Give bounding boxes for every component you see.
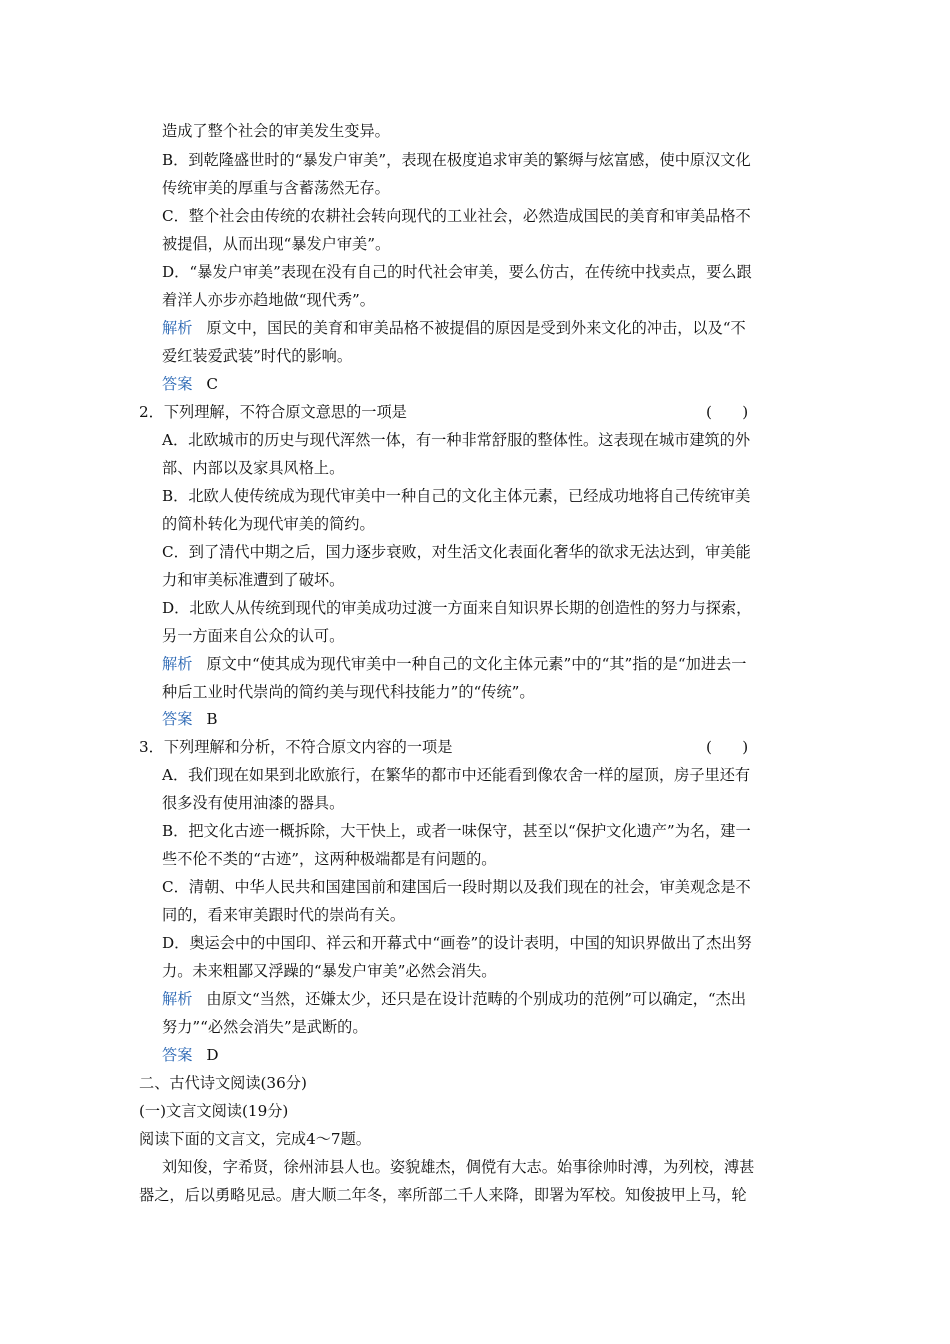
- q3-option-d-line2: 力。未来粗鄙又浮躁的“暴发户审美”必然会消失。: [162, 962, 497, 980]
- q2-option-d-line1: D．北欧人从传统到现代的审美成功过渡一方面来自知识界长期的创造性的努力与探索，: [162, 599, 752, 617]
- reading-instruction: 阅读下面的文言文，完成4～7题。: [139, 1130, 371, 1148]
- q3-answer-blank: ( ): [706, 738, 749, 756]
- q2-option-c-line1: C．到了清代中期之后，国力逐步衰败，对生活文化表面化奢华的欲求无法达到，审美能: [162, 543, 751, 561]
- q2-analysis-label: 解析: [162, 655, 193, 673]
- q2-option-a-line2: 部、内部以及家具风格上。: [162, 459, 345, 477]
- q3-option-b-line1: B．把文化古迹一概拆除，大干快上，或者一味保守，甚至以“保护文化遗产”为名，建一: [162, 822, 751, 840]
- q3-answer-value: D: [206, 1046, 219, 1064]
- q2-option-b-line2: 的简朴转化为现代审美的简约。: [162, 515, 375, 533]
- q2-option-c-line2: 力和审美标准遭到了破坏。: [162, 571, 345, 589]
- q2-analysis-text: 原文中“使其成为现代审美中一种自己的文化主体元素”中的“其”指的是“加进去一: [206, 655, 747, 673]
- q3-option-c-line2: 同的，看来审美跟时代的崇尚有关。: [162, 906, 405, 924]
- q2-option-a-line1: A．北欧城市的历史与现代浑然一体，有一种非常舒服的整体性。这表现在城市建筑的外: [162, 431, 751, 449]
- q3-answer-label: 答案: [162, 1046, 193, 1064]
- q1-option-b-line1: B．到乾隆盛世时的“暴发户审美”，表现在极度追求审美的繁缛与炫富感，使中原汉文化: [162, 151, 751, 169]
- q2-option-d-line2: 另一方面来自公众的认可。: [162, 627, 345, 645]
- q3-stem: 3．下列理解和分析，不符合原文内容的一项是: [139, 738, 453, 756]
- q3-analysis-label: 解析: [162, 990, 193, 1008]
- q1-option-a-continuation: 造成了整个社会的审美发生变异。: [162, 122, 390, 140]
- q3-option-c-line1: C．清朝、中华人民共和国建国前和建国后一段时期以及我们现在的社会，审美观念是不: [162, 878, 751, 896]
- q3-analysis-line2: 努力”“必然会消失”是武断的。: [162, 1018, 368, 1036]
- q1-analysis-label: 解析: [162, 319, 193, 337]
- q2-analysis-line2: 种后工业时代崇尚的简约美与现代科技能力”的“传统”。: [162, 683, 535, 701]
- q1-answer-label: 答案: [162, 375, 193, 393]
- q3-option-d-line1: D．奥运会中的中国印、祥云和开幕式中“画卷”的设计表明，中国的知识界做出了杰出努: [162, 934, 752, 952]
- q1-analysis-line2: 爱红装爱武装”时代的影响。: [162, 347, 353, 365]
- classical-text-line1: 刘知俊，字希贤，徐州沛县人也。姿貌雄杰，倜傥有大志。始事徐帅时溥，为列校，溥甚: [162, 1158, 755, 1176]
- q3-analysis-line1: [162, 989, 746, 1009]
- q2-answer-value: B: [206, 710, 218, 728]
- q2-answer: [162, 709, 218, 729]
- q1-option-b-line2: 传统审美的厚重与含蓄荡然无存。: [162, 179, 390, 197]
- q3-answer: [162, 1045, 219, 1065]
- q1-option-c-line2: 被提倡，从而出现“暴发户审美”。: [162, 235, 391, 253]
- q2-answer-blank: ( ): [706, 403, 749, 421]
- q2-option-b-line1: B．北欧人使传统成为现代审美中一种自己的文化主体元素，已经成功地将自己传统审美: [162, 487, 751, 505]
- q2-answer-label: 答案: [162, 710, 193, 728]
- q3-option-a-line1: A．我们现在如果到北欧旅行，在繁华的都市中还能看到像农舍一样的屋顶，房子里还有: [162, 766, 751, 784]
- q3-option-b-line2: 些不伦不类的“古迹”，这两种极端都是有问题的。: [162, 850, 497, 868]
- q1-answer: [162, 374, 218, 394]
- q2-stem: 2．下列理解，不符合原文意思的一项是: [139, 403, 407, 421]
- section-subheading: (一)文言文阅读(19分): [139, 1102, 289, 1120]
- q3-option-a-line2: 很多没有使用油漆的器具。: [162, 794, 345, 812]
- q1-option-d-line2: 着洋人亦步亦趋地做“现代秀”。: [162, 291, 375, 309]
- q1-option-c-line1: C．整个社会由传统的农耕社会转向现代的工业社会，必然造成国民的美育和审美品格不: [162, 207, 751, 225]
- q1-analysis-text: 原文中，国民的美育和审美品格不被提倡的原因是受到外来文化的冲击，以及“不: [206, 319, 746, 337]
- q2-analysis-line1: [162, 654, 746, 674]
- q3-analysis-text: 由原文“当然，还嫌太少，还只是在设计范畴的个别成功的范例”可以确定，“杰出: [206, 990, 747, 1008]
- q1-analysis-line1: [162, 318, 746, 338]
- classical-text-line2: 器之，后以勇略见忌。唐大顺二年冬，率所部二千人来降，即署为军校。知俊披甲上马，轮: [139, 1186, 747, 1204]
- q1-option-d-line1: D．“暴发户审美”表现在没有自己的时代社会审美，要么仿古，在传统中找卖点，要么跟: [162, 263, 752, 281]
- section-heading: 二、古代诗文阅读(36分): [139, 1074, 307, 1092]
- q1-answer-value: C: [206, 375, 218, 393]
